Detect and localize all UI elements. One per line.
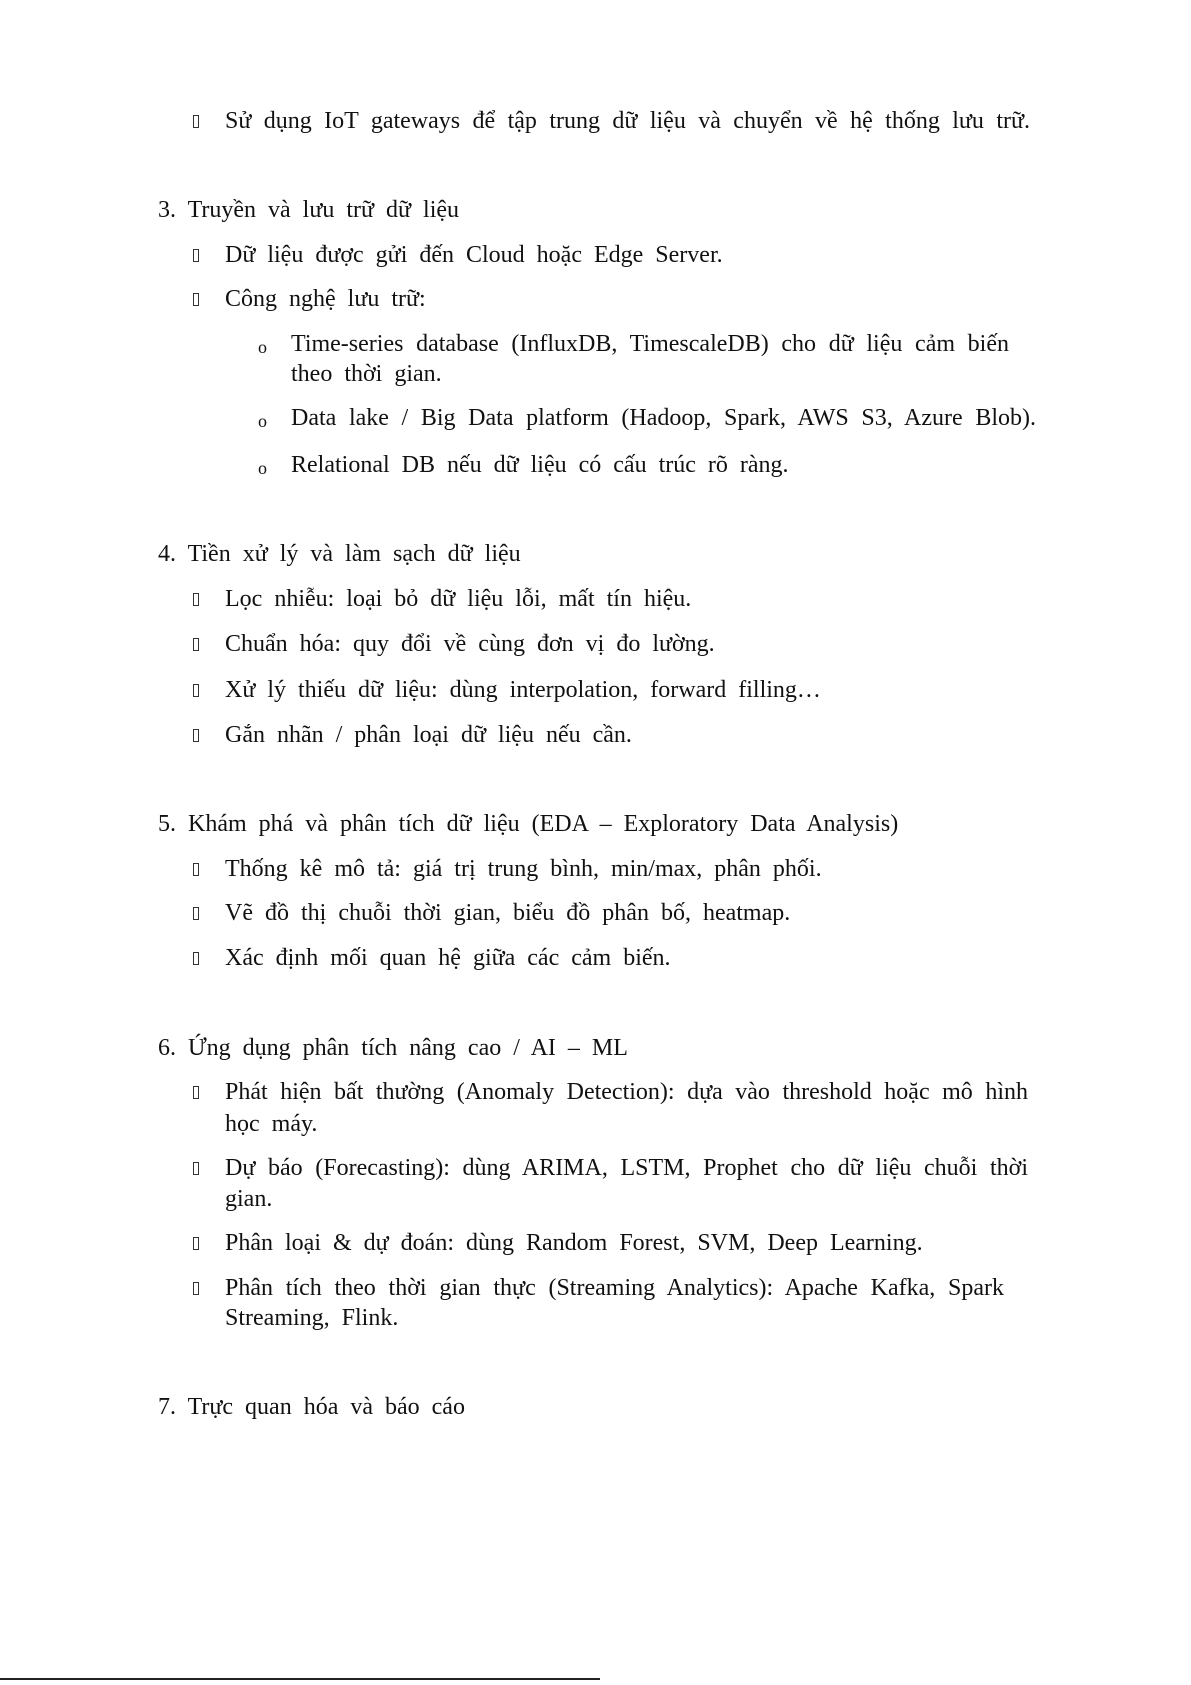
list-item: Xác định mối quan hệ giữa các cảm biến. <box>225 945 671 971</box>
section-7-heading: 7. Trực quan hóa và báo cáo <box>158 1394 465 1420</box>
circle-bullet-icon: o <box>258 458 267 478</box>
square-bullet-icon <box>193 638 199 651</box>
sub-list-item-continuation: theo thời gian. <box>291 361 442 387</box>
section-6-heading: 6. Ứng dụng phân tích nâng cao / AI – ML <box>158 1035 628 1061</box>
list-item: Phân tích theo thời gian thực (Streaming Analytics): Apache Kafka, Spark <box>225 1275 1004 1301</box>
square-bullet-icon <box>193 863 199 876</box>
square-bullet-icon <box>193 907 199 920</box>
list-item-continuation: Streaming, Flink. <box>225 1305 399 1331</box>
list-item: Lọc nhiễu: loại bỏ dữ liệu lỗi, mất tín hiệu. <box>225 586 692 612</box>
sub-list-item: Time-series database (InfluxDB, TimescaleDB) cho dữ liệu cảm biến <box>291 331 1009 357</box>
list-item: Gắn nhãn / phân loại dữ liệu nếu cần. <box>225 722 632 748</box>
square-bullet-icon <box>193 684 199 697</box>
square-bullet-icon <box>193 293 199 306</box>
list-item: Chuẩn hóa: quy đổi về cùng đơn vị đo lường. <box>225 631 715 657</box>
list-item: Dự báo (Forecasting): dùng ARIMA, LSTM, Prophet cho dữ liệu chuỗi thời <box>225 1155 1028 1181</box>
list-item: Phân loại & dự đoán: dùng Random Forest, SVM, Deep Learning. <box>225 1230 923 1256</box>
square-bullet-icon <box>193 1282 199 1295</box>
square-bullet-icon <box>193 249 199 262</box>
list-item-continuation: học máy. <box>225 1111 318 1137</box>
circle-bullet-icon: o <box>258 337 267 357</box>
list-item: Vẽ đồ thị chuỗi thời gian, biểu đồ phân bố, heatmap. <box>225 900 791 926</box>
list-item: Sử dụng IoT gateways để tập trung dữ liệu và chuyển về hệ thống lưu trữ. <box>225 108 1030 134</box>
square-bullet-icon <box>193 952 199 965</box>
sub-list-item: Relational DB nếu dữ liệu có cấu trúc rõ ràng. <box>291 452 789 478</box>
list-item: Thống kê mô tả: giá trị trung bình, min/max, phân phối. <box>225 856 822 882</box>
list-item: Dữ liệu được gửi đến Cloud hoặc Edge Server. <box>225 242 723 268</box>
list-item: Phát hiện bất thường (Anomaly Detection): dựa vào threshold hoặc mô hình <box>225 1079 1028 1105</box>
list-item: Công nghệ lưu trữ: <box>225 286 426 312</box>
square-bullet-icon <box>193 115 199 128</box>
square-bullet-icon <box>193 1162 199 1175</box>
square-bullet-icon <box>193 1237 199 1250</box>
square-bullet-icon <box>193 1086 199 1099</box>
list-item-continuation: gian. <box>225 1186 273 1212</box>
section-5-heading: 5. Khám phá và phân tích dữ liệu (EDA – Exploratory Data Analysis) <box>158 811 899 837</box>
list-item: Xử lý thiếu dữ liệu: dùng interpolation, forward filling… <box>225 677 821 703</box>
section-3-heading: 3. Truyền và lưu trữ dữ liệu <box>158 197 460 223</box>
square-bullet-icon <box>193 593 199 606</box>
footer-rule <box>0 1678 600 1680</box>
section-4-heading: 4. Tiền xử lý và làm sạch dữ liệu <box>158 541 521 567</box>
sub-list-item: Data lake / Big Data platform (Hadoop, Spark, AWS S3, Azure Blob). <box>291 405 1036 431</box>
circle-bullet-icon: o <box>258 411 267 431</box>
square-bullet-icon <box>193 729 199 742</box>
